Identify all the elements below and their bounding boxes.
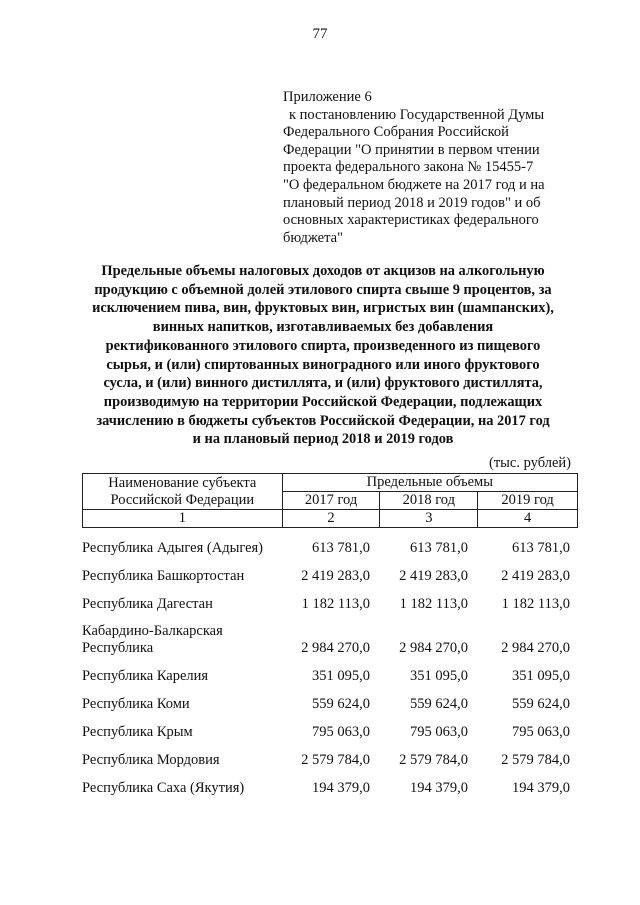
- value-2018: 194 379,0: [410, 780, 468, 796]
- subject-name-header: [83, 474, 283, 510]
- document-heading: [70, 262, 576, 449]
- value-2017: 1 182 113,0: [301, 596, 370, 612]
- appendix-line: Федерального Собрания Российской: [283, 124, 509, 141]
- subject-name: Республика Дагестан: [82, 596, 213, 612]
- value-2019: 559 624,0: [512, 696, 570, 712]
- value-2018: 1 182 113,0: [399, 596, 468, 612]
- appendix-line: бюджета": [283, 229, 343, 246]
- column-number: 3: [380, 510, 478, 528]
- subject-name: Республика Карелия: [82, 668, 209, 684]
- value-2019: 2 579 784,0: [501, 752, 570, 768]
- value-2017: 2 579 784,0: [301, 752, 370, 768]
- subject-name: Кабардино-Балкарская Республика: [82, 623, 223, 656]
- year-header-2019: 2019 год: [478, 492, 578, 510]
- value-2019: 194 379,0: [512, 780, 570, 796]
- year-header-2017: 2017 год: [282, 492, 380, 510]
- subject-name: Республика Крым: [82, 724, 193, 740]
- value-2018: 559 624,0: [410, 696, 468, 712]
- value-2017: 351 095,0: [312, 668, 370, 684]
- budget-table-header: [82, 473, 578, 528]
- value-2018: 351 095,0: [410, 668, 468, 684]
- value-2017: 2 419 283,0: [301, 568, 370, 584]
- value-2019: 795 063,0: [512, 724, 570, 740]
- value-2019: 2 984 270,0: [501, 640, 570, 656]
- subject-name: Республика Саха (Якутия): [82, 780, 245, 796]
- heading-line: производимую на территории Российской Федерации, подлежащих: [103, 393, 543, 410]
- appendix-line: Федерации "О принятии в первом чтении: [283, 141, 540, 158]
- value-2017: 613 781,0: [312, 540, 370, 556]
- appendix-line: проекта федерального закона № 15455-7: [283, 159, 534, 176]
- subject-name-header-line: Наименование субъекта: [108, 474, 257, 491]
- subject-name: Республика Мордовия: [82, 752, 220, 768]
- value-2017: 194 379,0: [312, 780, 370, 796]
- value-2018: 2 579 784,0: [399, 752, 468, 768]
- value-2018: 613 781,0: [410, 540, 468, 556]
- subject-name-header-line: Российской Федерации: [110, 491, 255, 508]
- table-row: [82, 623, 578, 659]
- heading-line: продукцию с объемной долей этилового спирта свыше 9 процентов, за: [94, 281, 552, 298]
- subject-name: Республика Коми: [82, 696, 190, 712]
- page-number: 77: [312, 26, 328, 42]
- heading-line: винных напитков, изготавливаемых без добавления: [152, 319, 494, 336]
- column-number: 4: [478, 510, 578, 528]
- value-2018: 2 984 270,0: [399, 640, 468, 656]
- value-2019: 1 182 113,0: [501, 596, 570, 612]
- appendix-line: Приложение 6: [283, 89, 372, 105]
- value-2017: 559 624,0: [312, 696, 370, 712]
- year-header-2018: 2018 год: [380, 492, 478, 510]
- heading-line: сырья, и (или) спиртованных виноградного или иного фруктового: [106, 356, 540, 373]
- value-2017: 2 984 270,0: [301, 640, 370, 656]
- column-number: 1: [83, 510, 283, 528]
- appendix-line: "О федеральном бюджете на 2017 год и на: [283, 176, 545, 193]
- heading-line: ректификованного этилового спирта, произведенного из пищевого: [105, 337, 541, 354]
- value-2018: 2 419 283,0: [399, 568, 468, 584]
- appendix-line: к постановлению Государственной Думы: [289, 106, 545, 123]
- limits-header: Предельные объемы: [282, 474, 577, 492]
- heading-line: Предельные объемы налоговых доходов от акцизов на алкогольную: [101, 263, 545, 279]
- heading-line: исключением пива, вин, фруктовых вин, игристых вин (шампанских),: [92, 300, 554, 317]
- subject-name: Республика Башкортостан: [82, 568, 245, 584]
- table-row: [82, 780, 578, 816]
- heading-line: зачислению в бюджеты субъектов Российской Федерации, на 2017 год: [96, 412, 550, 429]
- appendix-block: [283, 89, 583, 247]
- appendix-line: плановый период 2018 и 2019 годов" и об: [283, 194, 541, 211]
- column-number: 2: [282, 510, 380, 528]
- appendix-line: основных характеристиках федерального: [283, 212, 539, 229]
- subject-name: Республика Адыгея (Адыгея): [82, 540, 264, 556]
- value-2018: 795 063,0: [410, 724, 468, 740]
- heading-line: сусла, и (или) винного дистиллята, и (или) фруктового дистиллята,: [103, 375, 543, 392]
- heading-line: и на плановый период 2018 и 2019 годов: [192, 431, 454, 448]
- value-2019: 613 781,0: [512, 540, 570, 556]
- value-2017: 795 063,0: [312, 724, 370, 740]
- value-2019: 2 419 283,0: [501, 568, 570, 584]
- units-label: (тыс. рублей): [489, 455, 571, 471]
- value-2019: 351 095,0: [512, 668, 570, 684]
